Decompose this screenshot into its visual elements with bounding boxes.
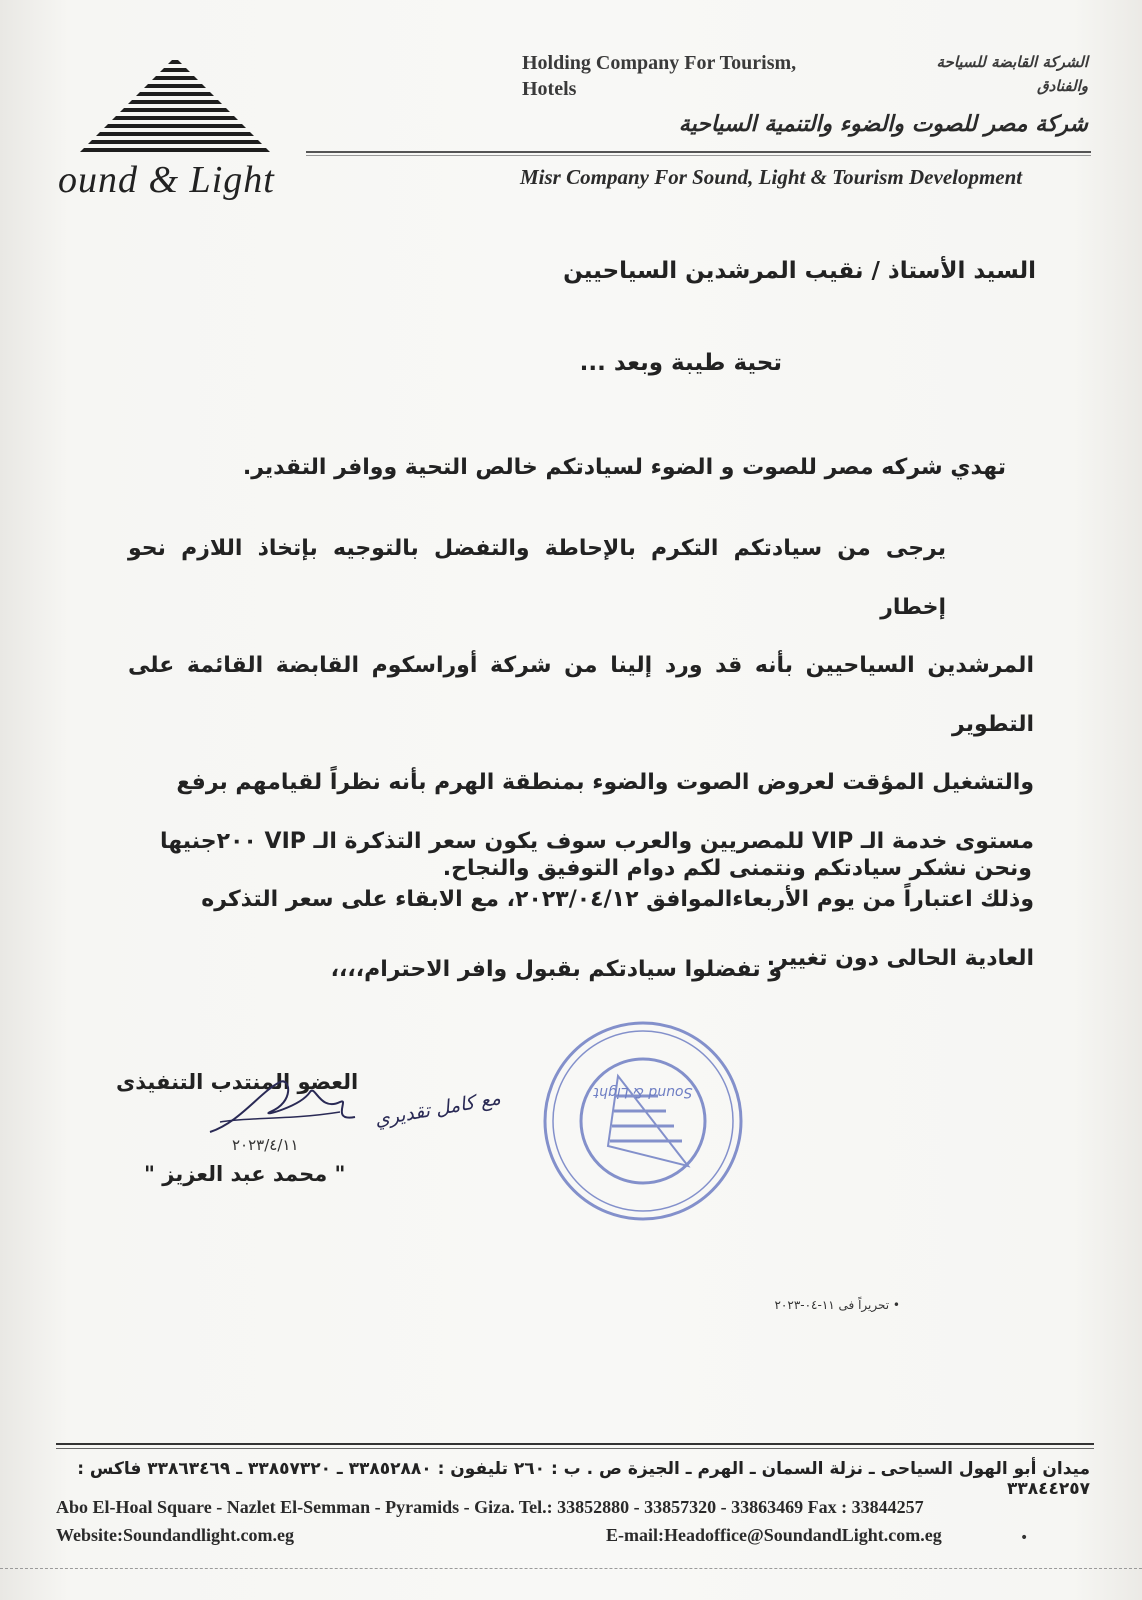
- holding-company-en: [522, 50, 796, 102]
- holding-ar-line1: الشركة القابضة للسياحة: [936, 53, 1088, 71]
- logo-text: ound & Light: [58, 159, 275, 201]
- header-divider-thin: [306, 155, 1091, 156]
- company-name-ar: شركة مصر للصوت والضوء والتنمية السياحية: [678, 112, 1088, 137]
- closing-line: و تفضلوا سيادتكم بقبول وافر الاحترام،،،،: [330, 957, 782, 982]
- written-date: • تحريراً فى ١١-٠٤-٢٠٢٣: [774, 1298, 900, 1312]
- signatory-name: " محمد عبد العزيز ": [144, 1162, 346, 1186]
- holding-ar-line2: والفنادق: [1037, 77, 1088, 95]
- signature-date: ٢٠٢٣/٤/١١: [232, 1136, 299, 1154]
- footer-website: Website:Soundandlight.com.eg: [56, 1525, 295, 1545]
- holding-company-ar: [937, 50, 1088, 98]
- footer-divider: [56, 1443, 1094, 1445]
- handwritten-note-text: مع كامل تقديري: [373, 1087, 503, 1131]
- body-line: وذلك اعتباراً من يوم الأربعاءالموافق ٢٠٢٣/٠٤/١٢، مع الابقاء على سعر التذكره: [201, 887, 1034, 912]
- company-stamp-icon: [538, 1016, 748, 1226]
- addressee: السيد الأستاذ / نقيب المرشدين السياحيين: [563, 258, 1036, 284]
- footer-address-en: Abo El-Hoal Square - Nazlet El-Semman - Pyramids - Giza. Tel.: 33852880 - 33857320 - 33863469 Fax : 33844257: [56, 1497, 924, 1517]
- handwritten-note: [373, 1087, 502, 1131]
- bottom-dashed-line: [0, 1568, 1142, 1569]
- holding-en-line2: Hotels: [522, 78, 577, 100]
- footer-email: E-mail:Headoffice@SoundandLight.com.eg: [606, 1525, 942, 1545]
- company-name-en: Misr Company For Sound, Light & Tourism Development: [520, 165, 1023, 189]
- greeting: تحية طيبة وبعد ...: [579, 350, 782, 376]
- paragraph-intro: تهدي شركه مصر للصوت و الضوء لسيادتكم خالص التحية ووافر التقدير.: [242, 455, 1006, 480]
- footer-address-ar: ميدان أبو الهول السياحى ـ نزلة السمان ـ الهرم ـ الجيزة ص . ب : ٢٦٠ تليفون : ٣٣٨٥٢٨٨٠ ـ ٣٣٨٥٧٣٢٠ ـ ٣٣٨٦٣٤٦٩ فاكس : ٣٣٨٤٤٢٥٧: [77, 1459, 1090, 1499]
- body-line: يرجى من سيادتكم التكرم بالإحاطة والتفضل بالتوجيه بإتخاذ اللازم نحو إخطار: [128, 536, 946, 620]
- pyramid-logo-icon: [66, 56, 296, 160]
- body-line: والتشغيل المؤقت لعروض الصوت والضوء بمنطقة الهرم بأنه نظراً لقيامهم برفع: [176, 770, 1034, 795]
- body-line: مستوى خدمة الـ VIP للمصريين والعرب سوف يكون سعر التذكرة الـ VIP ٢٠٠جنيها: [159, 828, 1034, 854]
- signatory-title: العضو المنتدب التنفيذى: [116, 1070, 359, 1094]
- body-line: العادية الحالى دون تغيير.: [766, 945, 1034, 971]
- footer-divider-thin: [56, 1448, 1094, 1449]
- body-line: المرشدين السياحيين بأنه قد ورد إلينا من شركة أوراسكوم القابضة القائمة على التطوير: [128, 653, 1034, 737]
- thanks-line: ونحن نشكر سيادتكم ونتمنى لكم دوام التوفيق والنجاح.: [442, 856, 1032, 881]
- header-divider: [306, 151, 1091, 153]
- handwritten-signature: [200, 1072, 360, 1142]
- stamp-text: Sound & Light: [593, 1084, 693, 1100]
- paragraph-body: [128, 520, 1034, 988]
- footer-bullet: •: [1020, 1530, 1029, 1546]
- holding-en-line1: Holding Company For Tourism,: [522, 52, 797, 74]
